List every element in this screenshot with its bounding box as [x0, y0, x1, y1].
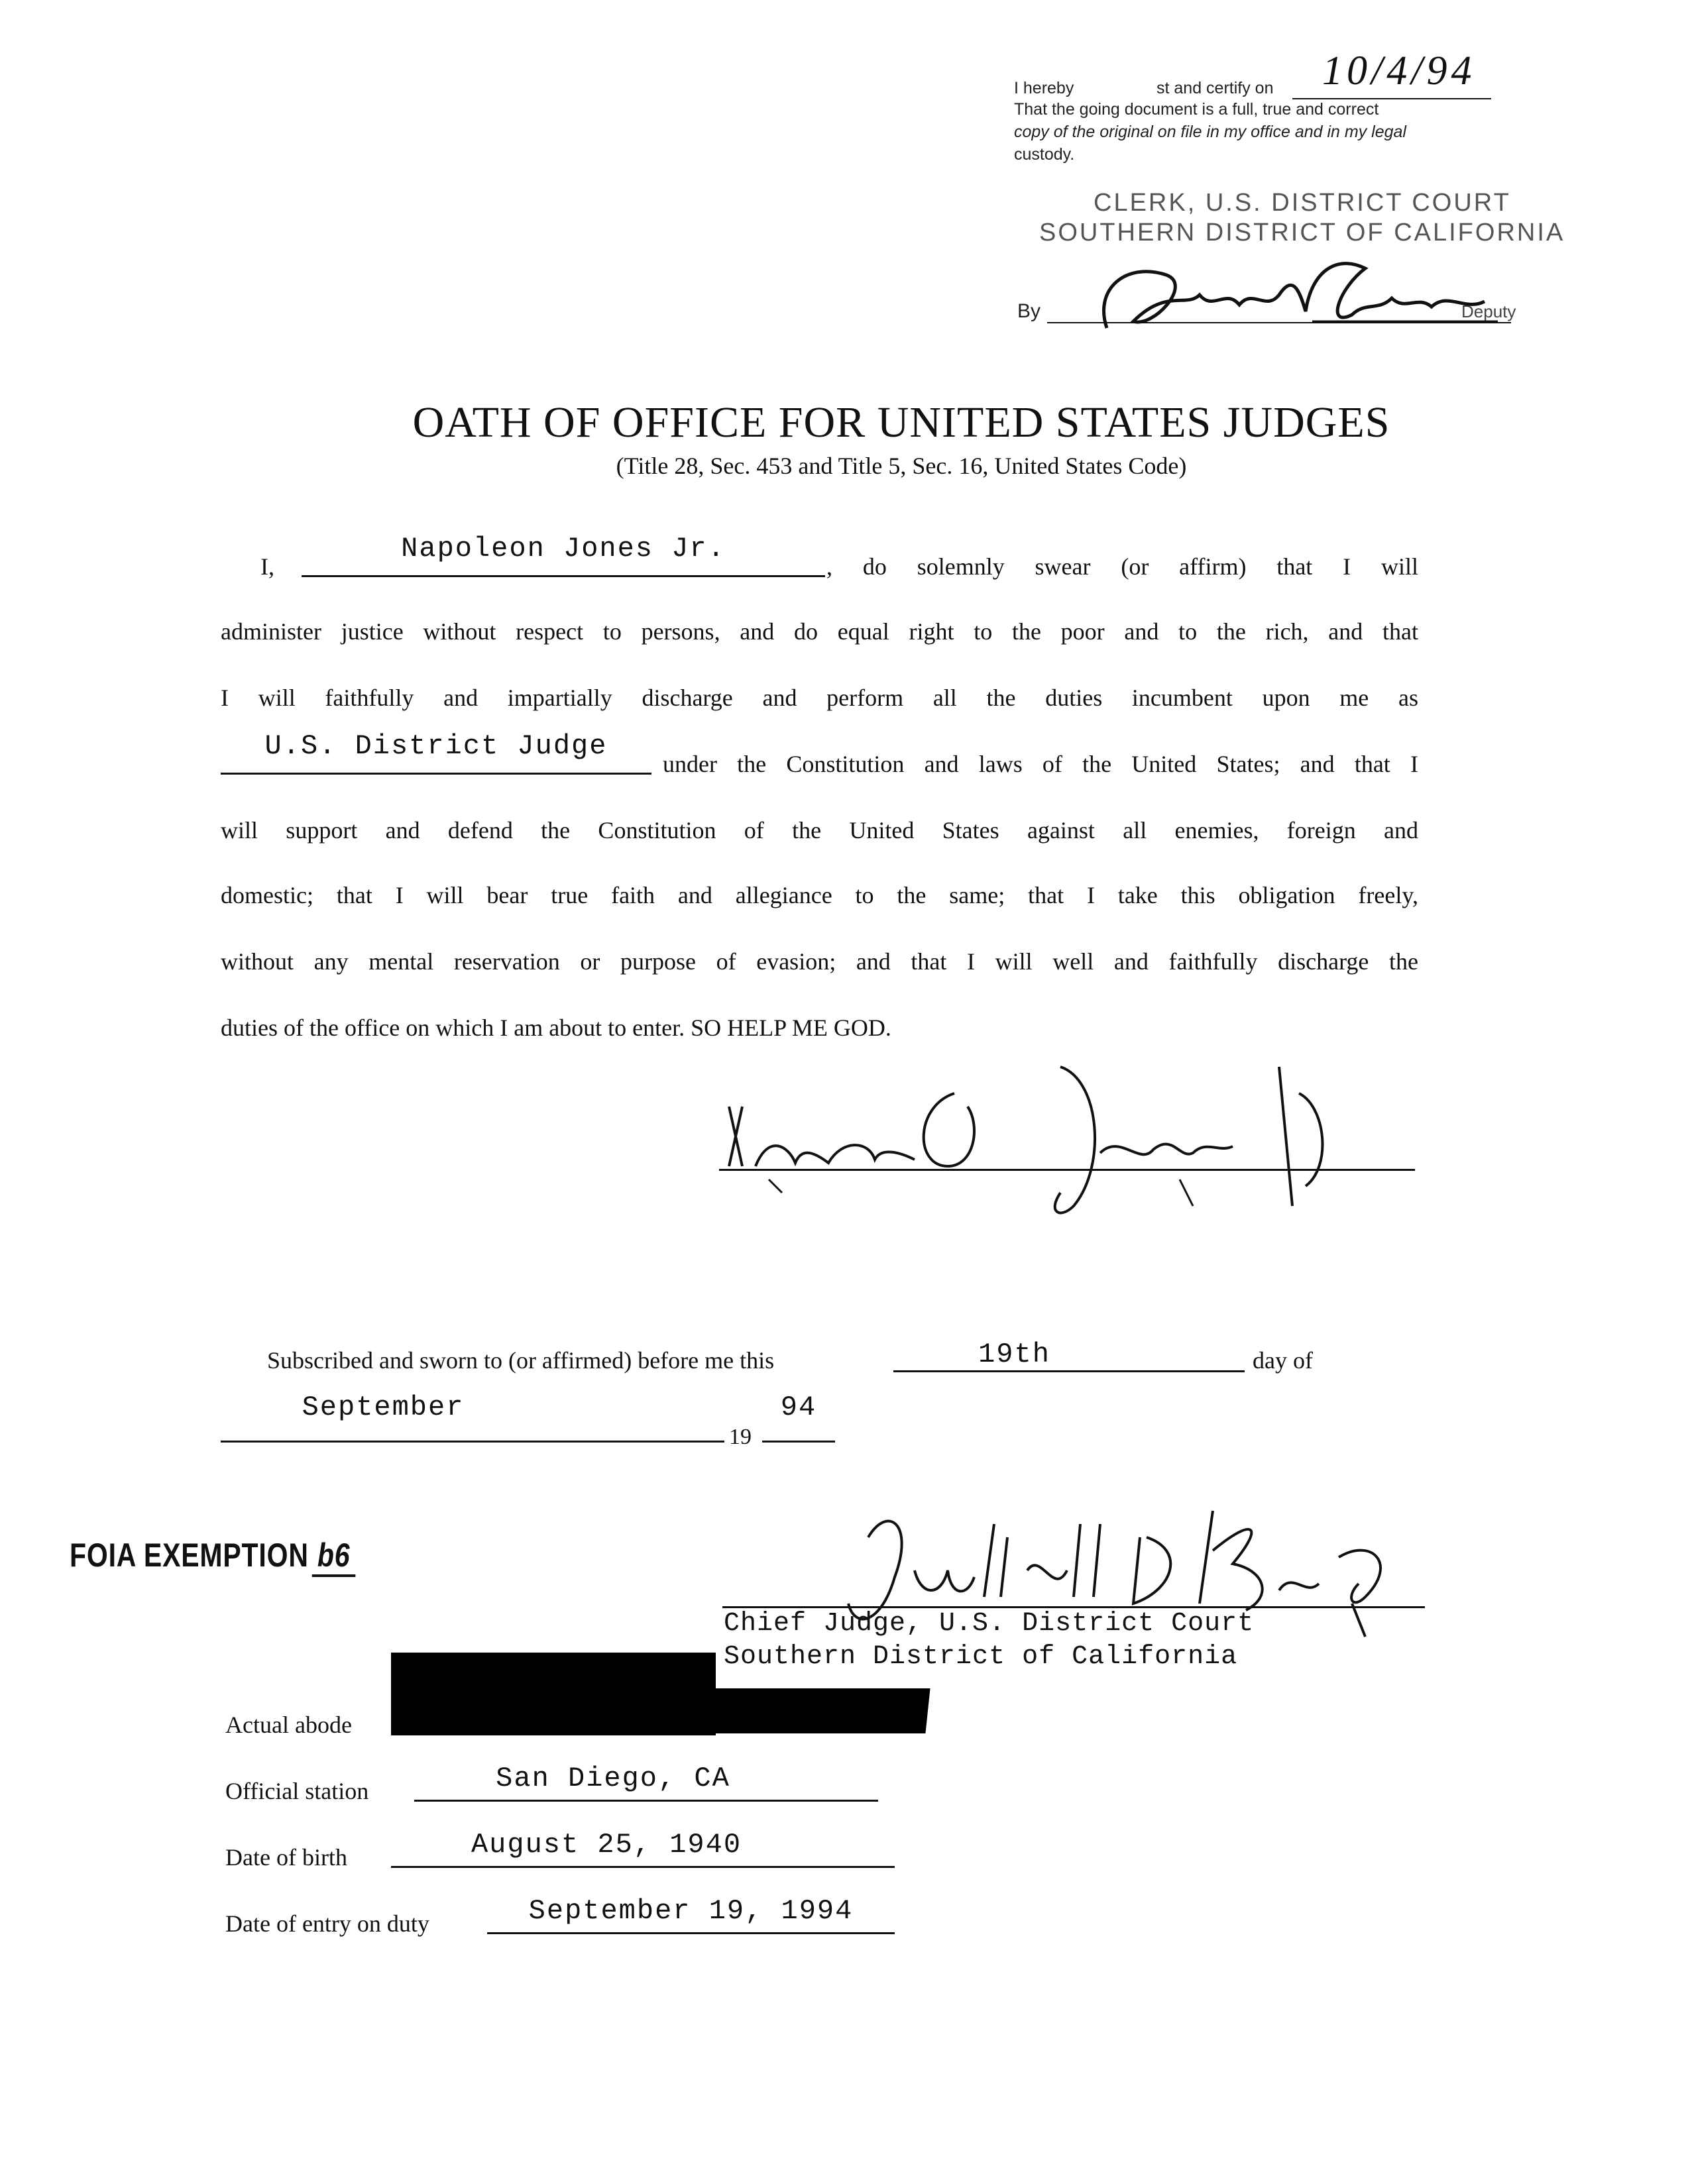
foia-code: b6 — [312, 1536, 356, 1577]
sworn-year-field: 94 — [780, 1392, 817, 1423]
clerk-stamp-line-2: SOUTHERN DISTRICT OF CALIFORNIA — [1039, 219, 1565, 246]
abode-redaction-tail — [706, 1688, 930, 1733]
foia-label-text: FOIA EXEMPTION — [70, 1537, 309, 1574]
cert-by-label: By — [1017, 300, 1041, 322]
oath-line-6: domestic; that I will bear true faith and allegiance to the same; that I take this obligation freely, — [221, 882, 1418, 908]
cert-deputy-label: Deputy — [1461, 301, 1516, 321]
sworn-year-prefix: 19 — [729, 1425, 752, 1449]
oath-line-4: under the Constitution and laws of the United States; and that I — [663, 751, 1418, 777]
cert-date: 10/4/94 — [1322, 48, 1476, 93]
cert-line-1b: st and certify on — [1156, 79, 1274, 97]
cert-line-4: custody. — [1014, 145, 1075, 164]
chief-judge-title-1: Chief Judge, U.S. District Court — [724, 1609, 1255, 1639]
abode-label: Actual abode — [225, 1712, 352, 1738]
foia-exemption-label — [70, 1536, 356, 1577]
judge-signature — [716, 1054, 1379, 1226]
station-label: Official station — [225, 1778, 369, 1804]
birth-field: August 25, 1940 — [471, 1829, 742, 1861]
oath-name-field: Napoleon Jones Jr. — [401, 533, 726, 565]
clerk-signature — [1087, 248, 1511, 348]
oath-prefix: I, — [260, 553, 274, 580]
page-title: OATH OF OFFICE FOR UNITED STATES JUDGES — [412, 398, 1390, 447]
sworn-day-of: day of — [1253, 1347, 1313, 1374]
oath-line-3: I will faithfully and impartially discharge and perform all the duties incumbent upon me as — [221, 684, 1418, 711]
oath-line-2: administer justice without respect to persons, and do equal right to the poor and to the rich, and that — [221, 618, 1418, 645]
oath-line-5: will support and defend the Constitution of the United States against all enemies, foreign and — [221, 817, 1418, 844]
oath-position-field: U.S. District Judge — [264, 730, 608, 762]
sworn-text: Subscribed and sworn to (or affirmed) before me this — [267, 1347, 775, 1374]
abode-redaction — [391, 1653, 716, 1735]
chief-judge-title-2: Southern District of California — [724, 1642, 1238, 1672]
oath-line-7: without any mental reservation or purpose of evasion; and that I will well and faithfully discharge the — [221, 948, 1418, 975]
entry-field: September 19, 1994 — [528, 1895, 854, 1927]
sworn-day-field: 19th — [978, 1338, 1050, 1370]
cert-line-2: That the going document is a full, true and correct — [1014, 100, 1379, 119]
station-field: San Diego, CA — [496, 1763, 730, 1794]
oath-line-1: , do solemnly swear (or affirm) that I will — [826, 553, 1418, 580]
sworn-month-field: September — [302, 1392, 465, 1423]
entry-label: Date of entry on duty — [225, 1910, 429, 1937]
clerk-stamp-line-1: CLERK, U.S. DISTRICT COURT — [1094, 189, 1511, 217]
cert-line-3: copy of the original on file in my office and in my legal — [1014, 123, 1406, 141]
oath-line-8: duties of the office on which I am about to enter. SO HELP ME GOD. — [221, 1014, 891, 1041]
birth-label: Date of birth — [225, 1844, 347, 1871]
cert-line-1: I hereby — [1014, 79, 1074, 97]
page-subtitle: (Title 28, Sec. 453 and Title 5, Sec. 16, United States Code) — [616, 453, 1187, 479]
